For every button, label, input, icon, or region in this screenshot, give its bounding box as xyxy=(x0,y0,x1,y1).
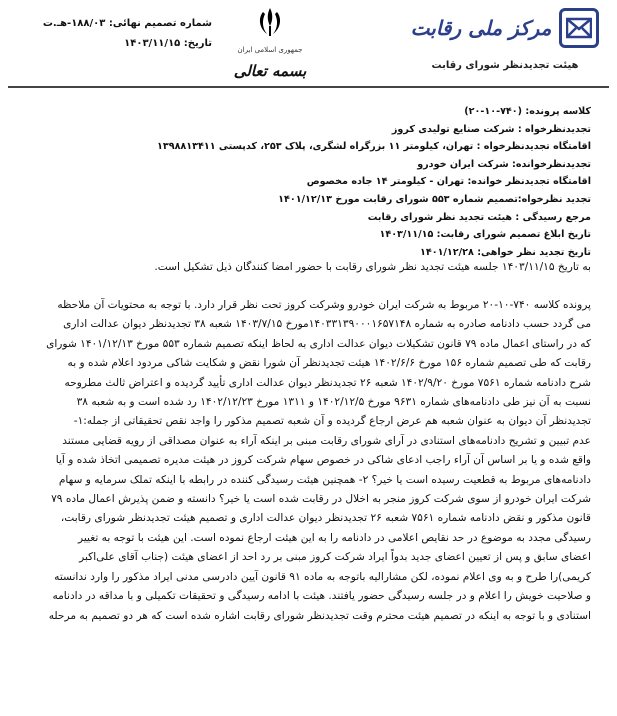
decision-number: شماره تصمیم نهائی: ۱۸۸/۰۳-هـ.ت xyxy=(42,18,212,29)
body-line: اعضای سابق و پس از تعیین اعضای جدید بدواً ایراد شرکت کروز مبنی بر رد احد از اعضای هیئت (جناب آقای علی‌اکبر xyxy=(79,551,591,564)
body-line: کریمی)را طرح و به وی اعلام نموده، لکن مشارالیه باتوجه به ماده ۹۱ قانون آیین دادرسی مدنی ایراد مذکور را وارد ندانسته xyxy=(54,570,591,583)
body-line: می گردد حسب دادنامه صادره به شماره ۱۴۰۳۳۱۳۹۰۰۰۱۶۵۷۱۴۸مورخ ۱۴۰۳/۷/۱۵ شعبه ۳۸ تجدیدنظر دیوان عدالت اداری xyxy=(63,318,591,331)
org-subtitle: هیئت تجدیدنظر شورای رقابت xyxy=(431,60,579,71)
appeal-subject: تجدید نظرخواه:تصمیم شماره ۵۵۳ شورای رقابت مورخ ۱۴۰۱/۱۲/۱۳ xyxy=(278,193,591,205)
basmala: بسمه تعالی xyxy=(233,62,307,80)
org-logo-text: مرکز ملی رقابت xyxy=(410,16,552,40)
body-line: رسیدگی مجدد به موضوع در حد نقایص اعلامی در دادنامه را به این هیئت ارجاع نموده است. این هیئت با توجه به تغییر xyxy=(78,531,591,544)
appeal-date: تاریخ تجدید نظر خواهی: ۱۴۰۱/۱۲/۲۸ xyxy=(420,246,591,258)
body-line: و صلاحیت خویش را اعلام و در جلسه رسیدگی حضور یافتند. هیئت با ادامه رسیدگی و تحقیقات تکمیلی و با مداقه در دادنامه xyxy=(52,590,591,603)
decision-body xyxy=(26,296,591,626)
respondent-address: اقامتگاه تجدیدنظر خوانده: تهران - کیلومتر ۱۴ جاده مخصوص xyxy=(306,176,591,188)
envelope-logo-icon xyxy=(559,8,599,48)
body-line: عدم تبیین و تشریح دادنامه‌های استنادی در آرای شورای رقابت مبنی بر اینکه آراء به عنوان مصداقی از رویه قضایی مستند xyxy=(62,434,591,447)
appellant: تجدیدنظرخواه : شرکت صنایع تولیدی کروز xyxy=(391,123,591,135)
header-divider xyxy=(8,86,609,88)
body-line: تجدیدنظر آن دیوان به عنوان شعبه هم عرض ارجاع گردیده و آن شعبه تصمیم مذکور را واجد نقص تحقیقاتی از جمله:۱- xyxy=(73,415,591,428)
case-metadata xyxy=(26,103,591,261)
authority: مرجع رسیدگی : هیئت تجدید نظر شورای رقابت xyxy=(367,211,591,223)
respondent: تجدیدنظرخوانده: شرکت ایران خودرو xyxy=(417,158,591,170)
appellant-address: اقامتگاه تجدیدنظرخواه : تهران، کیلومتر ۱۱ بزرگراه لشگری، پلاک ۲۵۳، کدپستی ۱۳۹۸۸۱۳۴۱۱ xyxy=(157,141,591,153)
case-file: کلاسه پرونده: (۷۴۰-۱۰-۲۰) xyxy=(464,106,591,117)
session-intro: به تاریخ ۱۴۰۳/۱۱/۱۵ جلسه هیئت تجدید نظر شورای رقابت با حضور امضا کنندگان ذیل تشکیل است. xyxy=(154,261,591,273)
body-line: واقع شده و یا بر اساس آن آراء راجب ادعای شاکی در خصوص سهام شرکت کروز در هیئت مدیره تصمیمی اتخاذ شده و آیا xyxy=(55,454,591,467)
org-logo-block xyxy=(405,6,605,86)
body-line: استنادی و با توجه به اینکه در تصمیم هیئت محترم وقت تجدیدنظر شورای رقابت اشاره شده است که هر دو تصمیم به مرحله xyxy=(48,609,591,622)
decision-info xyxy=(12,14,212,54)
body-line: دادنامه‌های مربوط به قطعیت رسیده است یا خیر؟ ۲- همچنین هیئت رسیدگی کننده در رابطه با اینکه تملک سرمایه و سهام xyxy=(58,473,591,486)
body-line: قانون مذکور و نقض دادنامه شماره ۷۵۶۱ شعبه ۲۶ تجدیدنظر دیوان عدالت اداری و تصمیم هیئت تجدیدنظر شورای رقابت، xyxy=(60,512,591,525)
body-line: شرح دادنامه شماره ۷۵۶۱ مورخ ۱۴۰۲/۹/۲۰ شعبه ۲۶ تجدیدنظر دیوان عدالت اداری تأیید گردیده و اعتراض ثالث مطروحه xyxy=(64,376,591,389)
body-line: پرونده کلاسه ۷۴۰-۱۰-۲۰ مربوط به شرکت ایران خودرو وشرکت کروز تحت نظر قرار دارد. با توجه به محتویات آن ملاحظه xyxy=(57,299,591,311)
body-line: شرکت ایران خودرو از سوی شرکت کروز منجر به اخلال در رقابت شده است یا خیر؟ دانسته و ضمن پذیرش اعمال ماده ۷۹ xyxy=(51,493,591,506)
body-line: نسبت به آن نیز طی دادنامه‌های شماره ۹۶۳۱ مورخ ۱۴۰۲/۱۲/۵ و ۱۳۱۱ مورخ ۱۴۰۲/۱۲/۲۳ رد شده است و به شعبه ۳۸ xyxy=(76,396,591,409)
emblem-icon xyxy=(255,6,285,40)
state-block xyxy=(230,6,310,80)
notice-date: تاریخ ابلاغ تصمیم شورای رقابت: ۱۴۰۳/۱۱/۱۵ xyxy=(379,229,591,241)
letterhead xyxy=(0,0,617,90)
decision-date: تاریخ: ۱۴۰۳/۱۱/۱۵ xyxy=(124,38,212,49)
body-line: رقابت که طی تصمیم شماره ۱۵۶ مورخ ۱۴۰۲/۶/۶ هیئت تجدیدنظر آن شورا نقض و شکایت شاکی مردود اعلام شده و به xyxy=(67,357,591,370)
body-line: که در راستای اعمال ماده ۷۹ قانون تشکیلات دیوان عدالت اداری به لحاظ اینکه تصمیم شماره ۵۵۳ مورخ ۱۴۰۱/۱۲/۱۳ شورای xyxy=(46,337,591,350)
state-name: جمهوری اسلامی ایران xyxy=(237,46,303,54)
